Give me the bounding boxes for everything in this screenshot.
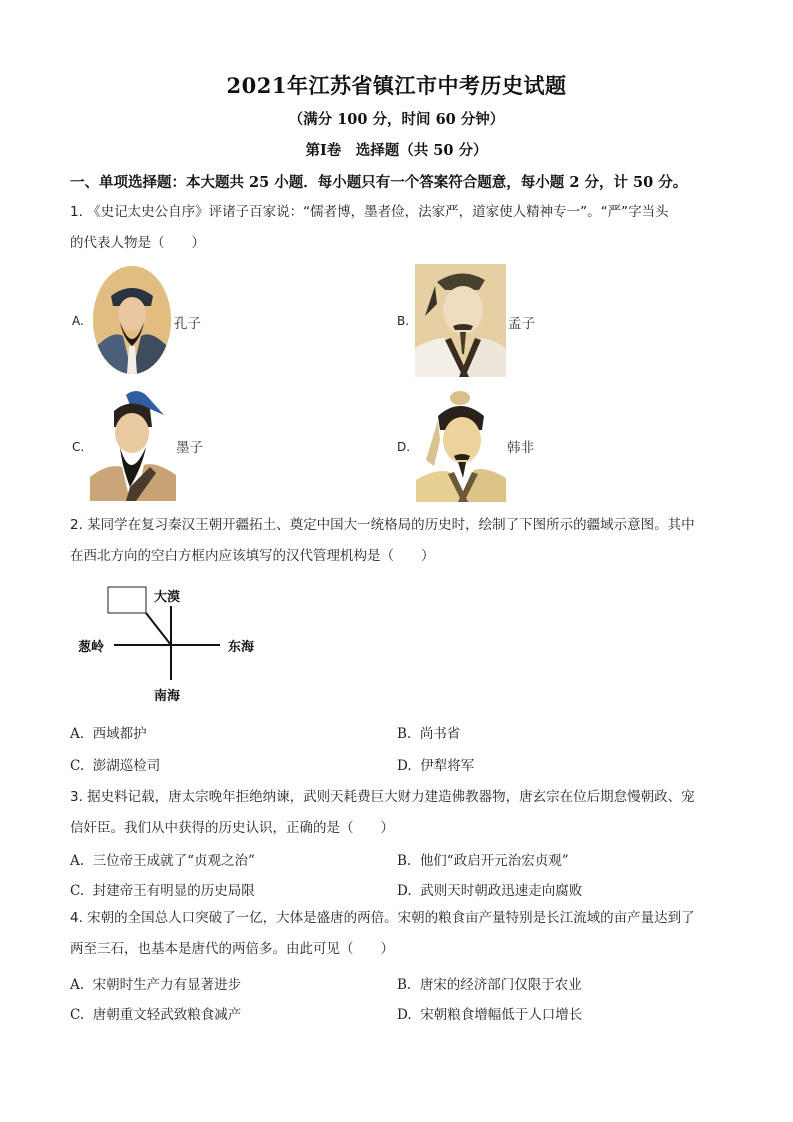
label-south-sea: 南海 — [154, 689, 181, 704]
label-west-pamirs: 葱岭 — [78, 640, 105, 655]
confucius-portrait — [93, 266, 171, 374]
q2-option-b — [397, 722, 460, 742]
question-3-line-2: 信奸臣。我们从中获得的历史认识，正确的是（ ） — [70, 820, 394, 836]
q2-option-d-text: 伊犁将军 — [420, 758, 475, 774]
question-1-line-2: 的代表人物是（ ） — [70, 235, 205, 251]
q1-option-a-text: 孔子 — [174, 316, 201, 332]
q1-option-b-letter: B. — [397, 314, 410, 328]
q2-option-c-text: 澎湖巡检司 — [92, 758, 161, 774]
question-4-line-2: 两至三石，也基本是唐代的两倍多。由此可见（ ） — [70, 941, 394, 957]
q3-option-a-letter: A. — [70, 853, 85, 869]
question-4 — [70, 903, 730, 965]
q3-option-a — [70, 849, 255, 869]
q2-option-a-text: 西域都护 — [92, 726, 147, 742]
question-2-line-1: 2. 某同学在复习秦汉王朝开疆拓土、奠定中国大一统格局的历史时，绘制了下图所示的疆域示意图。其中 — [70, 517, 695, 533]
q3-option-b-letter: B. — [397, 853, 412, 869]
q2-option-a — [70, 722, 147, 742]
q3-option-c-letter: C. — [70, 883, 85, 899]
q3-option-d — [397, 879, 582, 899]
section-heading: 一、单项选择题：本大题共 25 小题．每小题只有一个答案符合题意，每小题 2 分，计 50 分。 — [70, 174, 688, 191]
q4-option-d-text: 宋朝粮食增幅低于人口增长 — [420, 1007, 583, 1023]
mozi-portrait — [90, 387, 176, 501]
q3-option-b — [397, 849, 569, 869]
q2-option-d — [397, 754, 474, 774]
q1-option-c-letter: C. — [72, 440, 85, 454]
q4-option-b — [397, 973, 582, 993]
question-3 — [70, 782, 730, 844]
exam-title: 2021年江苏省镇江市中考历史试题 — [226, 73, 567, 98]
q4-option-a-text: 宋朝时生产力有显著进步 — [92, 977, 242, 993]
q1-option-d-letter: D. — [397, 440, 411, 454]
hanfei-portrait — [416, 390, 506, 502]
q2-option-c — [70, 754, 160, 774]
score-time-note: （满分 100 分，时间 60 分钟） — [288, 111, 505, 128]
q1-option-c-text: 墨子 — [176, 440, 203, 456]
q2-option-b-text: 尚书省 — [419, 726, 461, 742]
q4-option-c — [70, 1003, 241, 1023]
question-2-line-2: 在西北方向的空白方框内应该填写的汉代管理机构是（ ） — [70, 548, 435, 564]
q4-option-d — [397, 1003, 582, 1023]
q2-option-a-letter: A. — [70, 726, 85, 742]
question-4-line-1: 4. 宋朝的全国总人口突破了一亿，大体是盛唐的两倍。宋朝的粮食亩产量特别是长江流域的亩产量达到了 — [70, 910, 695, 926]
q4-option-b-letter: B. — [397, 977, 412, 993]
q3-option-a-text: 三位帝王成就了“贞观之治” — [92, 853, 255, 869]
q2-option-b-letter: B. — [397, 726, 412, 742]
volume-heading: 第Ⅰ卷 选择题（共 50 分） — [305, 142, 488, 159]
q4-option-a — [70, 973, 241, 993]
q1-option-d-text: 韩非 — [507, 440, 534, 456]
q4-option-c-letter: C. — [70, 1007, 85, 1023]
q3-option-d-text: 武则天时朝政迅速走向腐败 — [420, 883, 583, 899]
q3-option-d-letter: D. — [397, 883, 412, 899]
label-north-desert: 大漠 — [154, 590, 181, 605]
question-1 — [70, 197, 730, 259]
q2-option-d-letter: D. — [397, 758, 412, 774]
q4-option-c-text: 唐朝重文轻武致粮食减产 — [92, 1007, 242, 1023]
q3-option-c — [70, 879, 255, 899]
territory-diagram — [72, 578, 272, 708]
question-2 — [70, 510, 730, 572]
q4-option-b-text: 唐宋的经济部门仅限于农业 — [419, 977, 582, 993]
q3-option-b-text: 他们“政启开元治宏贞观” — [419, 853, 569, 869]
q1-option-a-letter: A. — [72, 314, 84, 328]
mencius-portrait — [415, 264, 506, 377]
question-1-line-1: 1. 《史记太史公自序》评诸子百家说：“儒者博，墨者俭，法家严，道家使人精神专一”。“严”字当头 — [70, 204, 669, 220]
q4-option-a-letter: A. — [70, 977, 85, 993]
q1-option-b-text: 孟子 — [508, 316, 535, 332]
label-east-sea: 东海 — [228, 640, 255, 655]
q3-option-c-text: 封建帝王有明显的历史局限 — [92, 883, 255, 899]
q4-option-d-letter: D. — [397, 1007, 412, 1023]
question-3-line-1: 3. 据史料记载，唐太宗晚年拒绝纳谏，武则天耗费巨大财力建造佛教器物，唐玄宗在位后期怠慢朝政、宠 — [70, 789, 695, 805]
q2-option-c-letter: C. — [70, 758, 85, 774]
